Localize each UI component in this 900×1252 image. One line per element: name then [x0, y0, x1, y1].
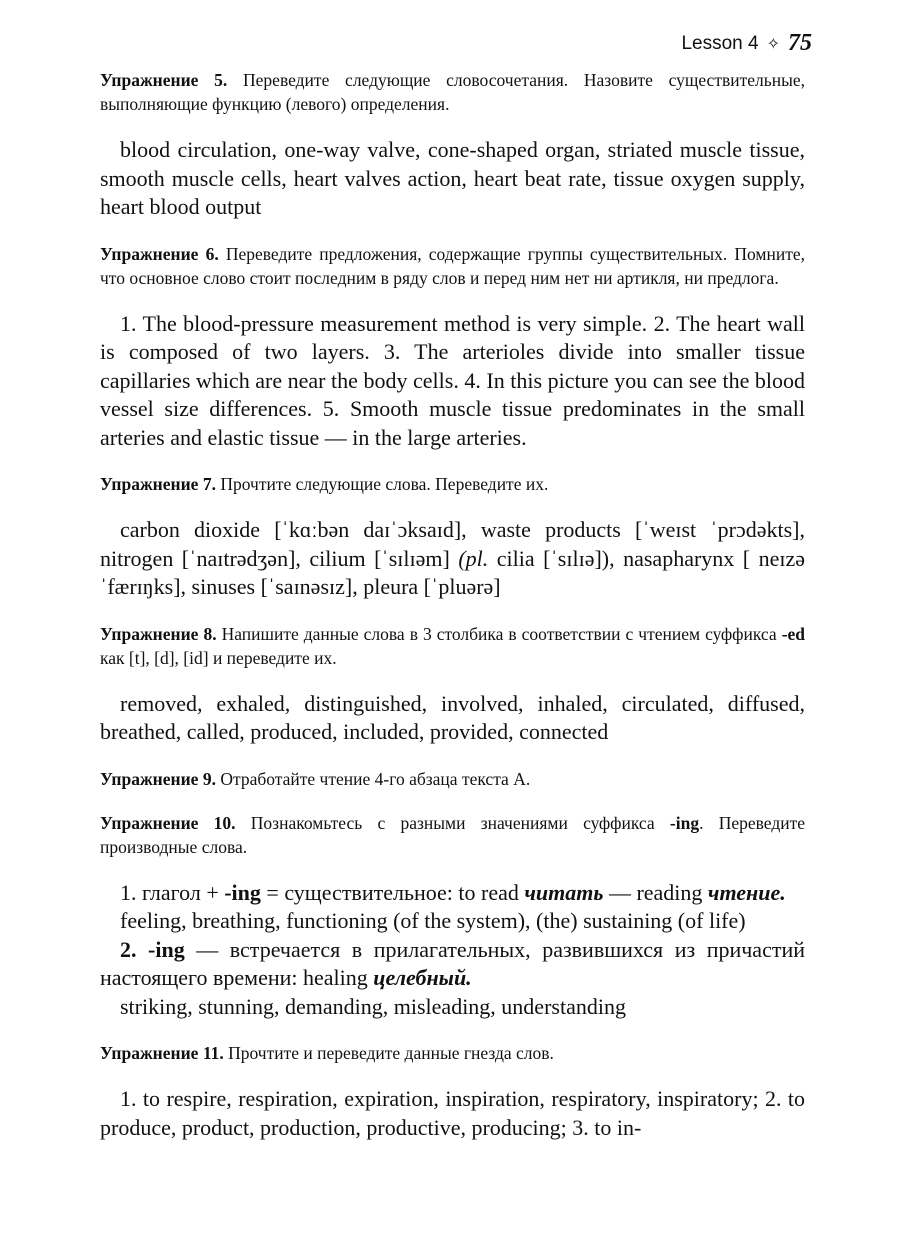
exercise-10-task	[100, 811, 805, 859]
exercise-7-task	[100, 472, 805, 496]
exercise-10-label: Упражнение 10.	[100, 812, 236, 833]
exercise-10-suffix: -ing	[669, 812, 700, 833]
exercise-11-task	[100, 1041, 805, 1065]
exercise-10-words-1: feeling, breathing, functioning (of the system), (the) sustaining (of life)	[120, 908, 746, 933]
exercise-8-instruction-b: как [t], [d], [id] и переведите их.	[100, 647, 337, 668]
exercise-9-instruction: Отработайте чтение 4-го абзаца текста А.	[220, 768, 531, 789]
exercise-6-task	[100, 242, 805, 290]
exercise-10-body	[100, 879, 805, 1022]
exercise-6-instruction: Переведите предложения, содержащие группы существительных. Помните, что основное слово стоит последним в ряду слов и перед ним нет ни артикля, ни предлога.	[100, 243, 806, 288]
exercise-7-words-a: carbon dioxide [ˈkɑːbən daɪˈɔksaɪd], waste products [ˈweɪst ˈprɔdəkts], nitrogen [ˈnaɪtrədʒən], cilium [ˈsɪlɪəm]	[100, 517, 805, 571]
exercise-9-label: Упражнение 9.	[100, 768, 216, 789]
exercise-10-instruction-b: . Переведите производные слова.	[100, 812, 806, 857]
exercise-7-label: Упражнение 7.	[100, 474, 216, 494]
exercise-8-label: Упражнение 8.	[100, 623, 217, 644]
exercise-11-label: Упражнение 11.	[100, 1043, 224, 1063]
page-content	[100, 68, 805, 1162]
exercise-8-task	[100, 622, 805, 670]
exercise-11-text: 1. to respire, respiration, expiration, inspiration, respiratory, inspiratory; 2. to produce, product, production, productive, producing; 3. to in-	[100, 1086, 805, 1140]
exercise-5-label: Упражнение 5.	[100, 70, 228, 90]
exercise-5-task	[100, 68, 805, 116]
exercise-7-words-b: cilia [ˈsɪlɪə]), nasapharynx [ neɪzəˈfærɪŋks], sinuses [ˈsaɪnəsɪz], pleura [ˈpluərə]	[100, 545, 806, 599]
running-head	[681, 30, 812, 57]
exercise-10-words-2: striking, stunning, demanding, misleading, understanding	[120, 993, 626, 1019]
exercise-7-text	[100, 516, 805, 602]
exercise-10-instruction-a: Познакомьтесь с разными значениями суффикса	[250, 812, 670, 833]
exercise-5-text: blood circulation, one-way valve, cone-shaped organ, striated muscle tissue, smooth muscle cells, heart valves action, heart beat rate, tissue oxygen supply, heart blood output	[100, 137, 805, 219]
exercise-8-suffix: -ed	[781, 623, 806, 644]
page-number: 75	[788, 30, 812, 56]
ornament-icon: ✧	[766, 35, 780, 53]
lesson-label: Lesson 4	[681, 32, 759, 54]
exercise-7-plural-mark: (pl.	[458, 545, 489, 571]
exercise-10-point-2: 2. -ing — встречается в прилагательных, развившихся из причастий настоящего времени: healing целебный.	[100, 936, 805, 990]
exercise-9-task	[100, 767, 805, 791]
exercise-8-text: removed, exhaled, distinguished, involved, inhaled, circulated, diffused, breathed, called, produced, included, provided, connected	[100, 690, 805, 744]
exercise-5-instruction: Переведите следующие словосочетания. Назовите существительные, выполняющие функцию (левого) определения.	[100, 70, 805, 114]
exercise-8-instruction-a: Напишите данные слова в 3 столбика в соответствии с чтением суффикса	[221, 623, 782, 644]
exercise-6-text: 1. The blood-pressure measurement method is very simple. 2. The heart wall is composed of two layers. 3. The arterioles divide into smaller tissue capillaries which are near the body cells. 4. In this picture you can see the blood vessel size differences. 5. Smooth muscle tissue predominates in the small arteries and elastic tissue — in the large arteries.	[100, 310, 805, 450]
exercise-6-label: Упражнение 6.	[100, 243, 219, 264]
exercise-7-instruction: Прочтите следующие слова. Переведите их.	[220, 474, 549, 494]
exercise-11-instruction: Прочтите и переведите данные гнезда слов.	[228, 1043, 554, 1063]
exercise-10-point-1: 1. глагол + -ing = существительное: to read читать — reading чтение.	[120, 879, 786, 905]
